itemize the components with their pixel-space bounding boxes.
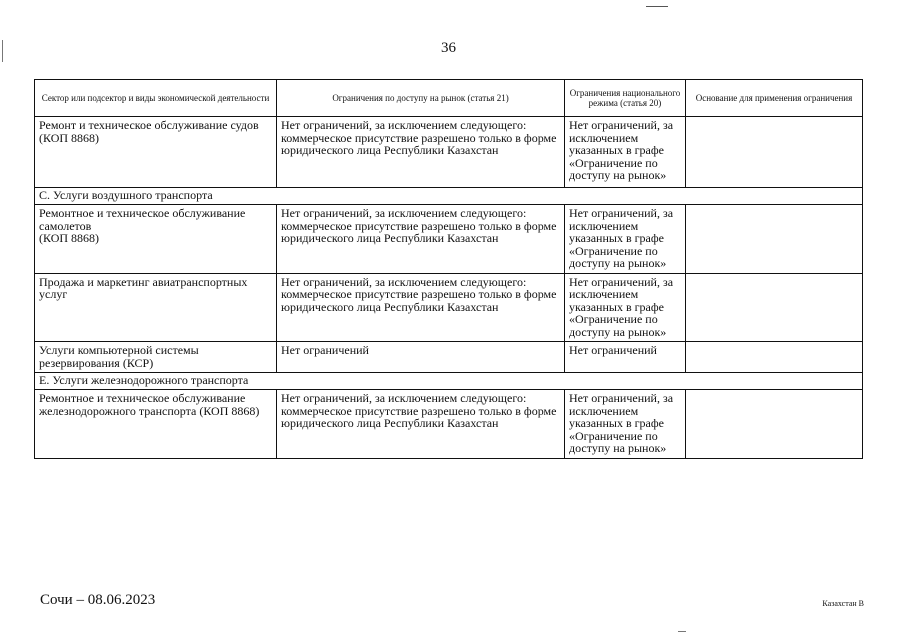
- cell-market-access: Нет ограничений, за исключением следующего: коммерческое присутствие разрешено только в форме юридического лица Республики Казахстан: [277, 273, 565, 342]
- cell-sector: Ремонтное и техническое обслуживание самолетов (КОП 8868): [35, 205, 277, 274]
- cell-national-treatment: Нет ограничений, за исключением указанных в графе «Ограничение по доступу на рынок»: [565, 390, 686, 459]
- table-section-row: [35, 373, 863, 390]
- scan-mark-top: [646, 6, 668, 7]
- cell-basis: [686, 273, 863, 342]
- cell-sector: Услуги компьютерной системы резервирования (КСР): [35, 342, 277, 373]
- table-header-row: [35, 80, 863, 117]
- cell-market-access: Нет ограничений, за исключением следующего: коммерческое присутствие разрешено только в форме юридического лица Республики Казахстан: [277, 205, 565, 274]
- table-row: [35, 390, 863, 459]
- section-title: C. Услуги воздушного транспорта: [35, 188, 863, 205]
- table-row: [35, 273, 863, 342]
- table-section-row: [35, 188, 863, 205]
- cell-national-treatment: Нет ограничений, за исключением указанных в графе «Ограничение по доступу на рынок»: [565, 117, 686, 188]
- cell-sector: Ремонтное и техническое обслуживание железнодорожного транспорта (КОП 8868): [35, 390, 277, 459]
- section-title: E. Услуги железнодорожного транспорта: [35, 373, 863, 390]
- restrictions-table: [34, 79, 863, 459]
- cell-basis: [686, 117, 863, 188]
- cell-market-access: Нет ограничений, за исключением следующего: коммерческое присутствие разрешено только в форме юридического лица Республики Казахстан: [277, 390, 565, 459]
- cell-sector: Ремонт и техническое обслуживание судов (КОП 8868): [35, 117, 277, 188]
- scan-mark-bottom: [678, 631, 686, 632]
- cell-market-access: Нет ограничений: [277, 342, 565, 373]
- footer-annex-label: Казахстан B: [822, 599, 864, 608]
- header-national-treatment: Ограничения национального режима (статья 20): [565, 80, 686, 117]
- cell-national-treatment: Нет ограничений: [565, 342, 686, 373]
- table-row: [35, 342, 863, 373]
- cell-national-treatment: Нет ограничений, за исключением указанных в графе «Ограничение по доступу на рынок»: [565, 205, 686, 274]
- page-number: 36: [441, 40, 456, 56]
- cell-basis: [686, 342, 863, 373]
- cell-basis: [686, 390, 863, 459]
- cell-sector: Продажа и маркетинг авиатранспортных услуг: [35, 273, 277, 342]
- header-sector: Сектор или подсектор и виды экономической деятельности: [35, 80, 277, 117]
- table-row: [35, 117, 863, 188]
- header-market-access: Ограничения по доступу на рынок (статья 21): [277, 80, 565, 117]
- header-basis: Основание для применения ограничения: [686, 80, 863, 117]
- cell-market-access: Нет ограничений, за исключением следующего: коммерческое присутствие разрешено только в форме юридического лица Республики Казахстан: [277, 117, 565, 188]
- table-body: [35, 117, 863, 459]
- table-row: [35, 205, 863, 274]
- cell-basis: [686, 205, 863, 274]
- footer-place-date: Сочи – 08.06.2023: [40, 592, 156, 608]
- cell-national-treatment: Нет ограничений, за исключением указанных в графе «Ограничение по доступу на рынок»: [565, 273, 686, 342]
